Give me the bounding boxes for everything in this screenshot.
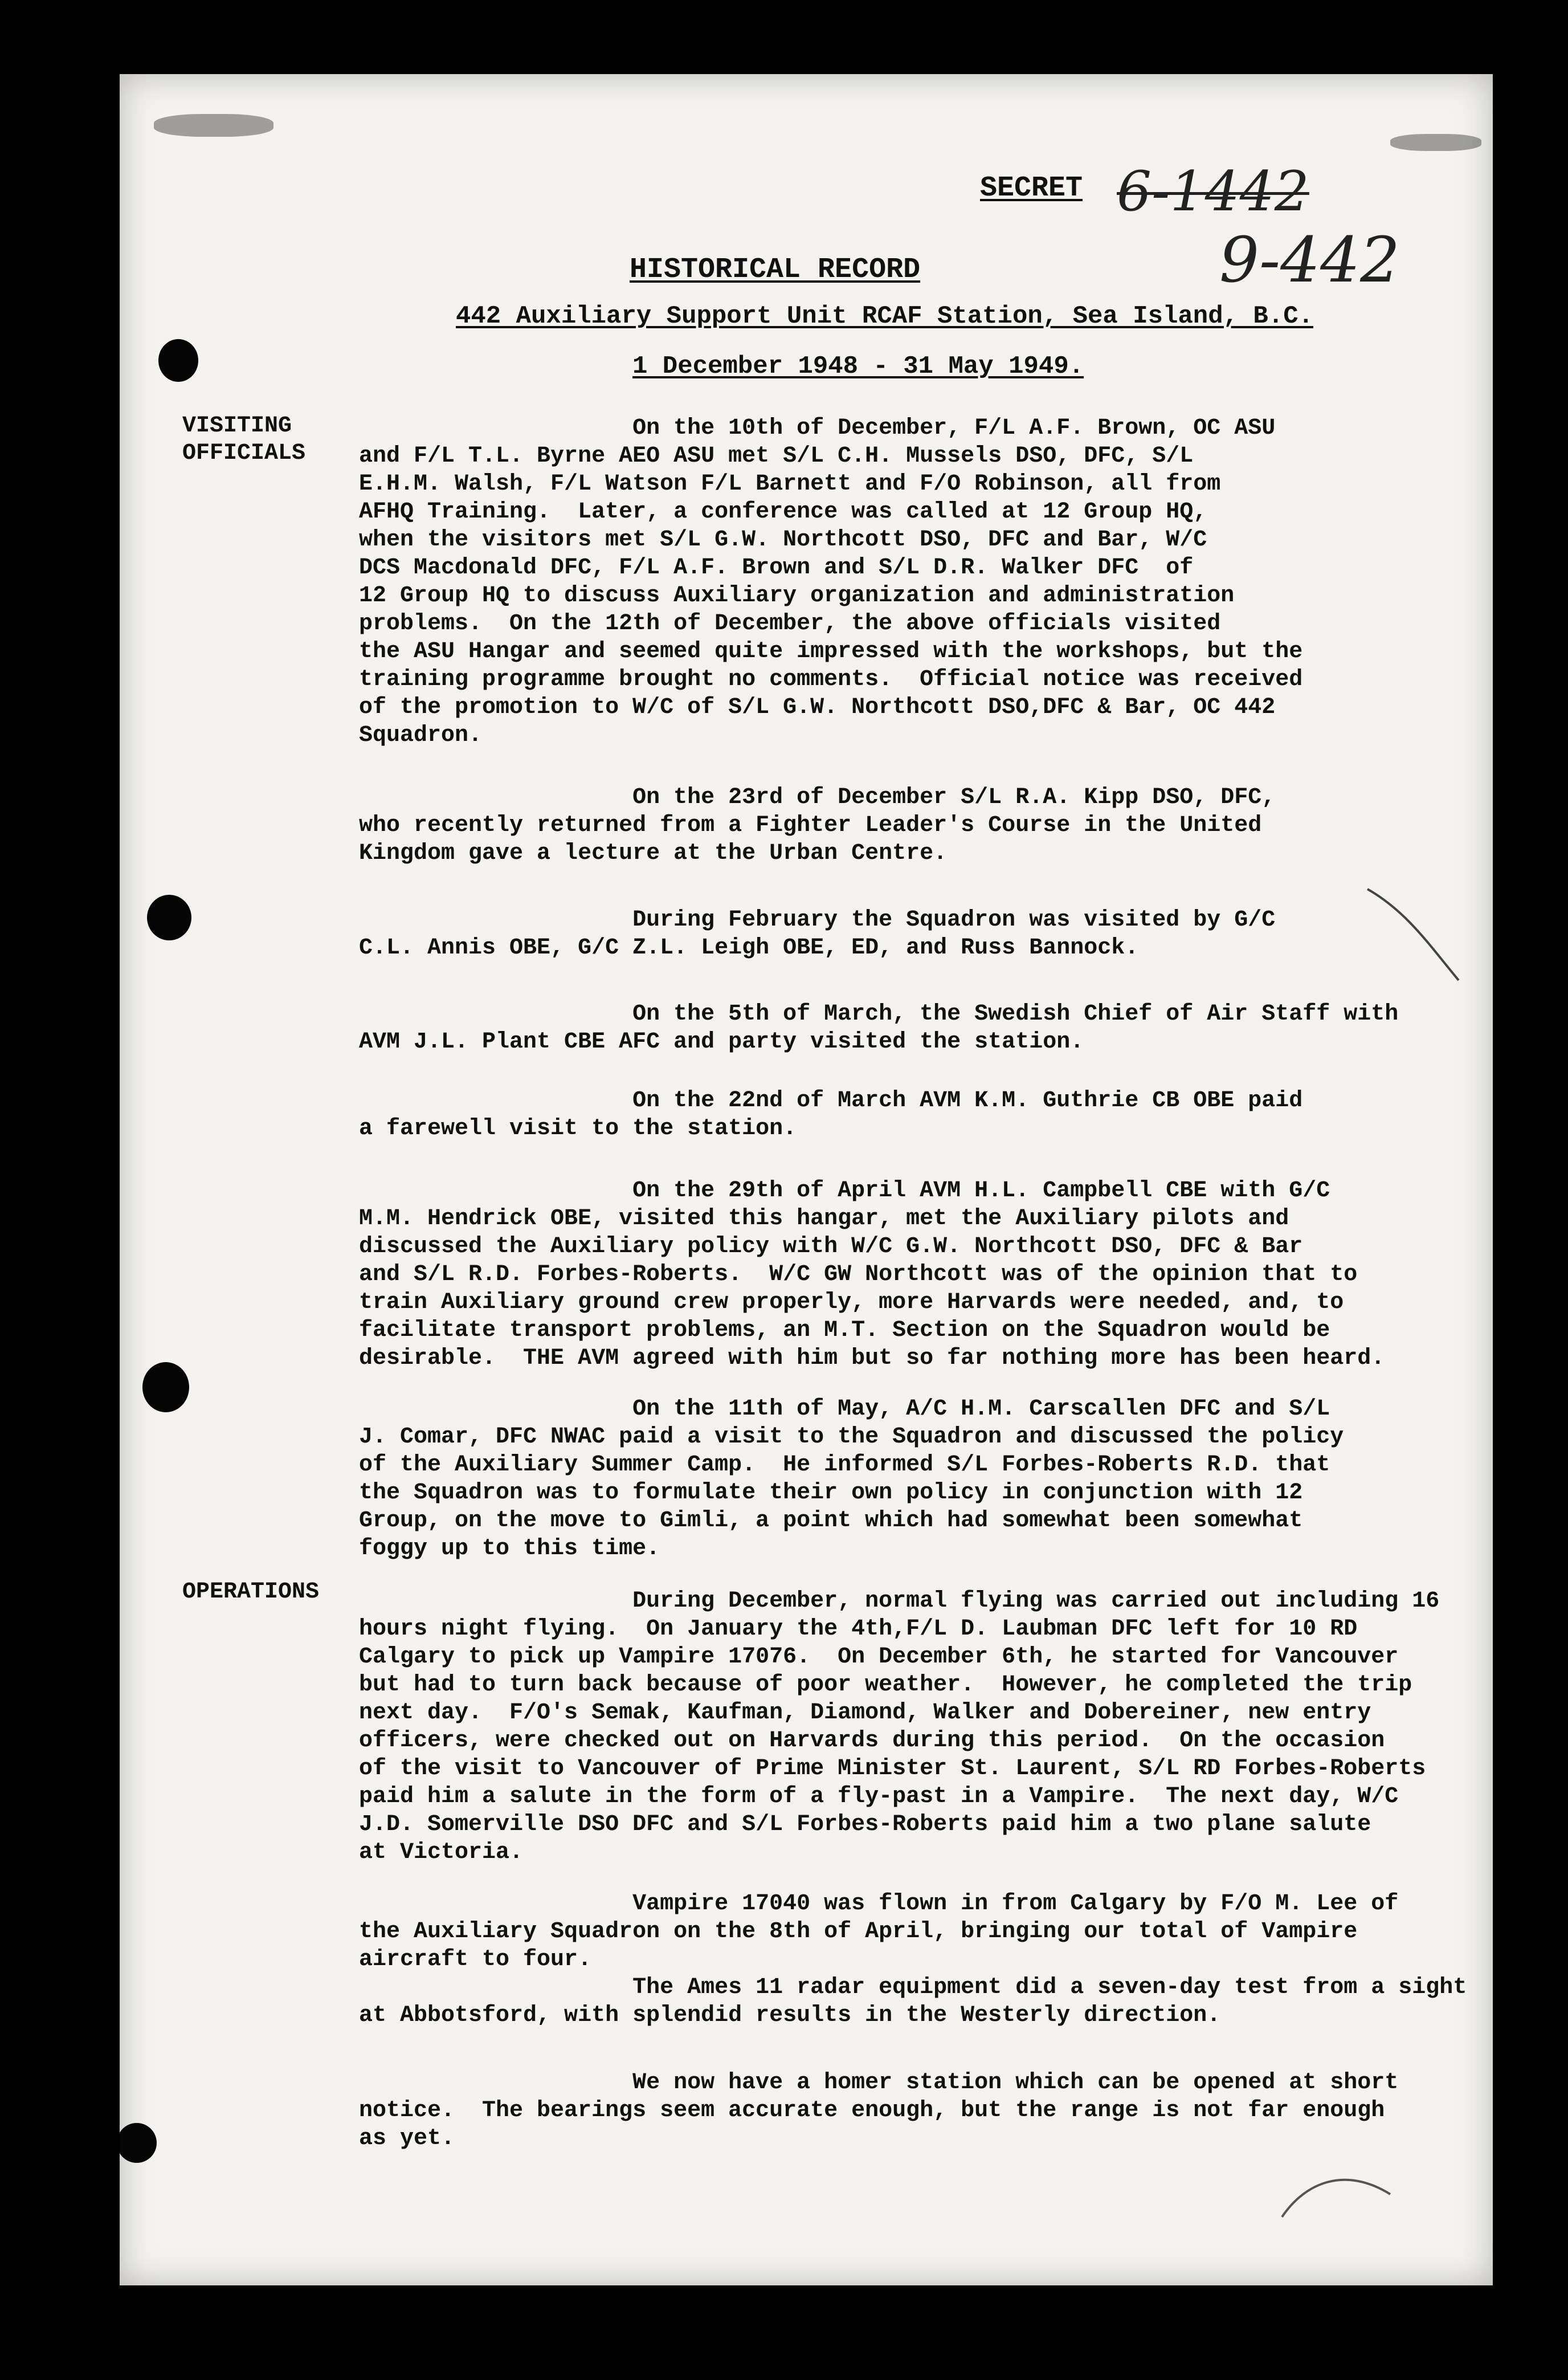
- paragraph: On the 23rd of December S/L R.A. Kipp DSO, DFC, who recently returned from a Fighter Leader's Course in the United Kingdom gave a lecture at the Urban Centre.: [359, 785, 1276, 866]
- punch-hole: [120, 2123, 157, 2163]
- paragraph: On the 5th of March, the Swedish Chief of Air Staff with AVM J.L. Plant CBE AFC and party visited the station.: [359, 1001, 1399, 1055]
- paragraph: During December, normal flying was carried out including 16 hours night flying. On January the 4th,F/L D. Laubman DFC left for 10 RD Calgary to pick up Vampire 17076. On December 6th, he started for Vancouver but had to turn back because of poor weather. However, he completed the trip next day. F/O's Semak, Kaufman, Diamond, Walker and Dobereiner, new entry officers, were checked out on Harvards during this period. On the occasion of the visit to Vancouver of Prime Minister St. Laurent, S/L RD Forbes-Roberts paid him a salute in the form of a fly-past in a Vampire. The next day, W/C J.D. Somerville DSO DFC and S/L Forbes-Roberts paid him a two plane salute at Victoria.: [359, 1588, 1440, 1865]
- pencil-mark: [1276, 2160, 1402, 2228]
- ink-smudge: [154, 114, 273, 137]
- handwritten-old-reference: 6-1442: [1117, 160, 1309, 223]
- paragraph: Vampire 17040 was flown in from Calgary by F/O M. Lee of the Auxiliary Squadron on the 8th of April, bringing our total of Vampire aircraft to four. The Ames 11 radar equipment did a seven-day test from a sight at Abbotsford, with splendid results in the Westerly direction.: [359, 1891, 1467, 2028]
- period-heading: 1 December 1948 - 31 May 1949.: [632, 352, 1084, 381]
- punch-hole: [147, 895, 191, 940]
- ink-smudge: [1390, 134, 1481, 151]
- section-label-operations: OPERATIONS: [182, 1579, 320, 1605]
- paragraph: On the 29th of April AVM H.L. Campbell CBE with G/C M.M. Hendrick OBE, visited this hangar, met the Auxiliary pilots and discussed the Auxiliary policy with W/C G.W. Northcott DSO, DFC & Bar and S/L R.D. Forbes-Roberts. W/C GW Northcott was of the opinion that to train Auxiliary ground crew properly, more Harvards were needed, and, to facilitate transport problems, an M.T. Section on the Squadron would be desirable. THE AVM agreed with him but so far nothing more has been heard.: [359, 1178, 1385, 1371]
- pencil-mark: [1362, 878, 1476, 992]
- paragraph: During February the Squadron was visited by G/C C.L. Annis OBE, G/C Z.L. Leigh OBE, ED, and Russ Bannock.: [359, 907, 1276, 961]
- paragraph: On the 10th of December, F/L A.F. Brown, OC ASU and F/L T.L. Byrne AEO ASU met S/L C.H. Mussels DSO, DFC, S/L E.H.M. Walsh, F/L Watson F/L Barnett and F/O Robinson, all from AFHQ Training. Later, a conference was called at 12 Group HQ, when the visitors met S/L G.W. Northcott DSO, DFC and Bar, W/C DCS Macdonald DFC, F/L A.F. Brown and S/L D.R. Walker DFC of 12 Group HQ to discuss Auxiliary organization and administration problems. On the 12th of December, the above officials visited the ASU Hangar and seemed quite impressed with the workshops, but the training programme brought no comments. Official notice was received of the promotion to W/C of S/L G.W. Northcott DSO,DFC & Bar, OC 442 Squadron.: [359, 415, 1303, 748]
- document-title: HISTORICAL RECORD: [630, 254, 921, 286]
- unit-heading: 442 Auxiliary Support Unit RCAF Station, Sea Island, B.C.: [456, 302, 1314, 331]
- classification-stamp: SECRET: [980, 172, 1083, 205]
- punch-hole: [142, 1362, 189, 1412]
- section-label-visiting-officials: VISITING OFFICIALS: [182, 413, 306, 466]
- paragraph: On the 11th of May, A/C H.M. Carscallen DFC and S/L J. Comar, DFC NWAC paid a visit to the Squadron and discussed the policy of the Auxiliary Summer Camp. He informed S/L Forbes-Roberts R.D. that the Squadron was to formulate their own policy in conjunction with 12 Group, on the move to Gimli, a point which had somewhat been somewhat foggy up to this time.: [359, 1396, 1344, 1562]
- paragraph: On the 22nd of March AVM K.M. Guthrie CB OBE paid a farewell visit to the station.: [359, 1088, 1303, 1142]
- document-page: [120, 74, 1493, 2285]
- handwritten-reference: 9-442: [1219, 223, 1400, 296]
- paragraph: We now have a homer station which can be opened at short notice. The bearings seem accurate enough, but the range is not far enough as yet.: [359, 2070, 1399, 2151]
- punch-hole: [158, 339, 198, 382]
